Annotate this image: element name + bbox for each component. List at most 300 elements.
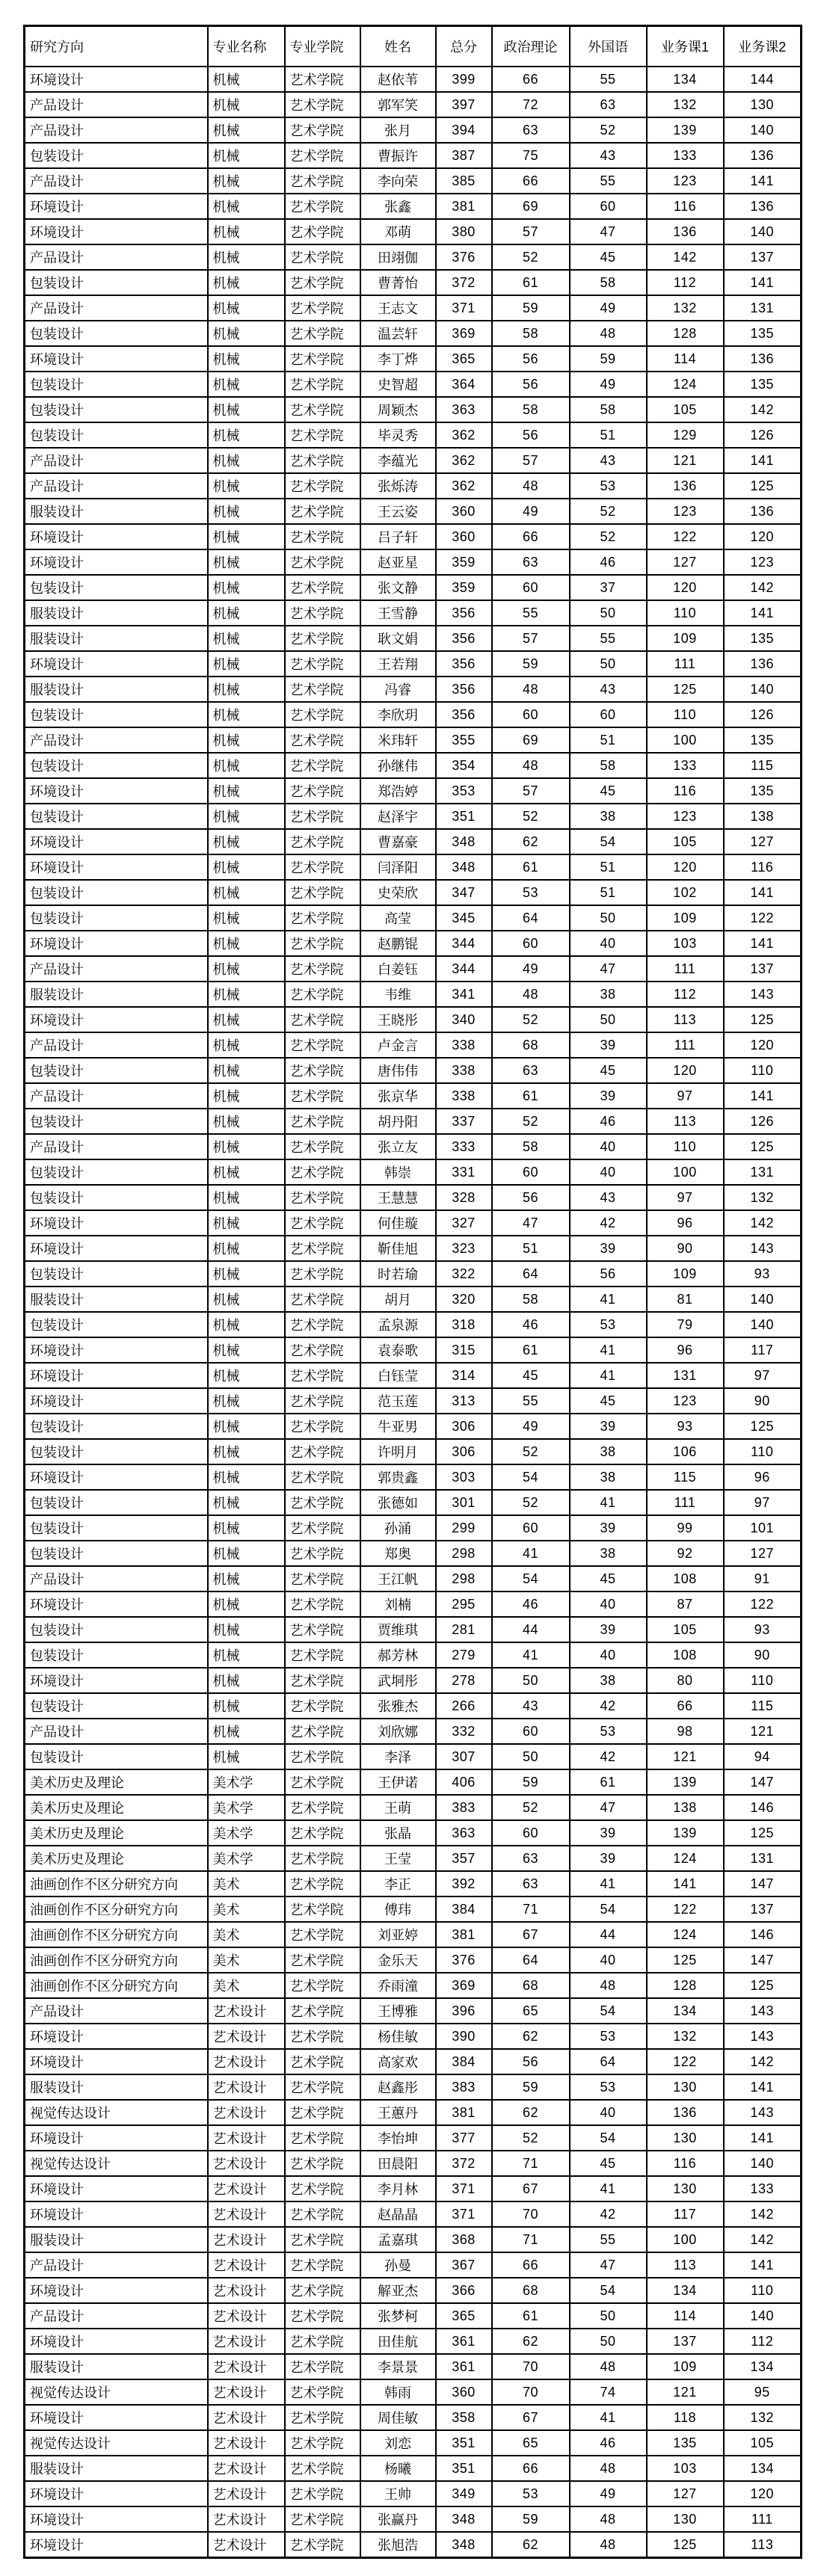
course1-score-cell: 111 [647,651,724,677]
major-name-cell: 艺术设计 [208,2379,285,2405]
course1-score-cell: 139 [647,117,724,143]
foreign-language-score-cell: 41 [570,2405,647,2430]
politics-theory-score-cell: 62 [492,2532,570,2558]
major-name-cell: 美术 [208,1947,285,1973]
course1-score-cell: 109 [647,905,724,931]
politics-theory-score-cell: 65 [492,1998,570,2024]
foreign-language-score-cell: 47 [570,1795,647,1820]
politics-theory-score-cell: 55 [492,1388,570,1414]
course2-score-cell: 143 [724,1998,802,2024]
header-total-score: 总分 [436,26,492,67]
total-score-cell: 397 [436,92,492,117]
name-cell: 解亚杰 [360,2278,436,2303]
college-cell: 艺术学院 [285,1337,360,1363]
major-name-cell: 机械 [208,1719,285,1744]
college-cell: 艺术学院 [285,1312,360,1337]
course2-score-cell: 90 [724,1388,802,1414]
college-cell: 艺术学院 [285,2151,360,2176]
course1-score-cell: 135 [647,2430,724,2456]
research-direction-cell: 美术历史及理论 [25,1769,208,1795]
course1-score-cell: 137 [647,2329,724,2354]
table-row [25,2201,802,2227]
research-direction-cell: 包装设计 [25,1744,208,1769]
college-cell: 艺术学院 [285,2303,360,2329]
politics-theory-score-cell: 52 [492,1439,570,1464]
total-score-cell: 383 [436,2074,492,2100]
research-direction-cell: 包装设计 [25,397,208,422]
total-score-cell: 377 [436,2125,492,2151]
course2-score-cell: 141 [724,1083,802,1109]
total-score-cell: 385 [436,168,492,194]
college-cell: 艺术学院 [285,194,360,219]
major-name-cell: 艺术设计 [208,2227,285,2252]
foreign-language-score-cell: 47 [570,2252,647,2278]
research-direction-cell: 美术历史及理论 [25,1795,208,1820]
college-cell: 艺术学院 [285,1490,360,1515]
research-direction-cell: 环境设计 [25,549,208,575]
research-direction-cell: 视觉传达设计 [25,2379,208,2405]
research-direction-cell: 包装设计 [25,372,208,397]
research-direction-cell: 服装设计 [25,626,208,651]
politics-theory-score-cell: 61 [492,854,570,880]
politics-theory-score-cell: 48 [492,753,570,778]
research-direction-cell: 包装设计 [25,143,208,168]
course1-score-cell: 100 [647,2227,724,2252]
politics-theory-score-cell: 66 [492,67,570,92]
table-row [25,2481,802,2506]
research-direction-cell: 服装设计 [25,2227,208,2252]
course2-score-cell: 135 [724,778,802,804]
table-row [25,321,802,346]
table-row [25,982,802,1007]
college-cell: 艺术学院 [285,905,360,931]
college-cell: 艺术学院 [285,397,360,422]
college-cell: 艺术学院 [285,575,360,600]
total-score-cell: 337 [436,1109,492,1134]
college-cell: 艺术学院 [285,2074,360,2100]
college-cell: 艺术学院 [285,1769,360,1795]
major-name-cell: 机械 [208,117,285,143]
course1-score-cell: 109 [647,2354,724,2379]
major-name-cell: 机械 [208,1668,285,1693]
total-score-cell: 390 [436,2024,492,2049]
major-name-cell: 艺术设计 [208,2303,285,2329]
course1-score-cell: 103 [647,2456,724,2481]
course1-score-cell: 123 [647,1388,724,1414]
name-cell: 赵鑫彤 [360,2074,436,2100]
course1-score-cell: 116 [647,2151,724,2176]
college-cell: 艺术学院 [285,92,360,117]
total-score-cell: 357 [436,1846,492,1871]
course1-score-cell: 102 [647,880,724,905]
table-row [25,2456,802,2481]
table-row [25,1490,802,1515]
politics-theory-score-cell: 61 [492,1337,570,1363]
college-cell: 艺术学院 [285,2227,360,2252]
course2-score-cell: 135 [724,372,802,397]
total-score-cell: 360 [436,499,492,524]
research-direction-cell: 环境设计 [25,2125,208,2151]
foreign-language-score-cell: 54 [570,829,647,854]
name-cell: 王云姿 [360,499,436,524]
course2-score-cell: 117 [724,1337,802,1363]
foreign-language-score-cell: 48 [570,2354,647,2379]
research-direction-cell: 产品设计 [25,1719,208,1744]
course1-score-cell: 133 [647,753,724,778]
course2-score-cell: 111 [724,2506,802,2532]
college-cell: 艺术学院 [285,1210,360,1236]
course2-score-cell: 140 [724,2303,802,2329]
course1-score-cell: 92 [647,1541,724,1566]
course2-score-cell: 141 [724,2125,802,2151]
course2-score-cell: 141 [724,168,802,194]
name-cell: 白姜钰 [360,956,436,982]
total-score-cell: 376 [436,244,492,270]
course1-score-cell: 80 [647,1668,724,1693]
politics-theory-score-cell: 52 [492,1795,570,1820]
major-name-cell: 机械 [208,702,285,727]
research-direction-cell: 包装设计 [25,1058,208,1083]
name-cell: 韦维 [360,982,436,1007]
course2-score-cell: 131 [724,1159,802,1185]
total-score-cell: 313 [436,1388,492,1414]
course1-score-cell: 129 [647,422,724,448]
table-row [25,2405,802,2430]
name-cell: 张鑫 [360,194,436,219]
college-cell: 艺术学院 [285,2278,360,2303]
table-row [25,117,802,143]
table-row [25,2329,802,2354]
major-name-cell: 机械 [208,1591,285,1617]
name-cell: 何佳璇 [360,1210,436,1236]
table-row [25,219,802,244]
major-name-cell: 机械 [208,1058,285,1083]
table-row [25,677,802,702]
total-score-cell: 351 [436,2456,492,2481]
table-row [25,1388,802,1414]
course2-score-cell: 125 [724,473,802,499]
name-cell: 刘楠 [360,1591,436,1617]
college-cell: 艺术学院 [285,2532,360,2558]
total-score-cell: 298 [436,1566,492,1591]
table-row [25,1515,802,1541]
course2-score-cell: 126 [724,702,802,727]
foreign-language-score-cell: 40 [570,1134,647,1159]
name-cell: 吕子轩 [360,524,436,549]
major-name-cell: 机械 [208,67,285,92]
course2-score-cell: 126 [724,1109,802,1134]
course1-score-cell: 113 [647,2252,724,2278]
course2-score-cell: 125 [724,1414,802,1439]
major-name-cell: 艺术设计 [208,2074,285,2100]
name-cell: 张京华 [360,1083,436,1109]
politics-theory-score-cell: 56 [492,422,570,448]
college-cell: 艺术学院 [285,2100,360,2125]
politics-theory-score-cell: 60 [492,702,570,727]
foreign-language-score-cell: 58 [570,397,647,422]
foreign-language-score-cell: 48 [570,2456,647,2481]
course1-score-cell: 110 [647,1134,724,1159]
total-score-cell: 372 [436,2151,492,2176]
course2-score-cell: 147 [724,1947,802,1973]
course2-score-cell: 112 [724,2329,802,2354]
name-cell: 韩崇 [360,1159,436,1185]
course2-score-cell: 115 [724,753,802,778]
foreign-language-score-cell: 40 [570,2100,647,2125]
politics-theory-score-cell: 71 [492,2227,570,2252]
foreign-language-score-cell: 48 [570,321,647,346]
course2-score-cell: 143 [724,2024,802,2049]
total-score-cell: 384 [436,1896,492,1922]
course2-score-cell: 135 [724,321,802,346]
foreign-language-score-cell: 45 [570,244,647,270]
college-cell: 艺术学院 [285,244,360,270]
major-name-cell: 机械 [208,473,285,499]
name-cell: 曹嘉豪 [360,829,436,854]
research-direction-cell: 包装设计 [25,321,208,346]
name-cell: 张梦柯 [360,2303,436,2329]
table-row [25,1109,802,1134]
politics-theory-score-cell: 60 [492,1159,570,1185]
course2-score-cell: 146 [724,1795,802,1820]
table-row [25,931,802,956]
name-cell: 张赢丹 [360,2506,436,2532]
politics-theory-score-cell: 48 [492,982,570,1007]
course1-score-cell: 111 [647,1490,724,1515]
course2-score-cell: 140 [724,219,802,244]
college-cell: 艺术学院 [285,804,360,829]
course2-score-cell: 137 [724,1896,802,1922]
total-score-cell: 351 [436,2430,492,2456]
course2-score-cell: 90 [724,1642,802,1668]
research-direction-cell: 环境设计 [25,1591,208,1617]
name-cell: 闫泽阳 [360,854,436,880]
foreign-language-score-cell: 38 [570,1464,647,1490]
name-cell: 袁泰歌 [360,1337,436,1363]
major-name-cell: 机械 [208,1515,285,1541]
total-score-cell: 278 [436,1668,492,1693]
name-cell: 赵晶晶 [360,2201,436,2227]
college-cell: 艺术学院 [285,2379,360,2405]
total-score-cell: 331 [436,1159,492,1185]
table-row [25,1871,802,1896]
course2-score-cell: 135 [724,727,802,753]
name-cell: 郭军笑 [360,92,436,117]
major-name-cell: 机械 [208,270,285,295]
research-direction-cell: 包装设计 [25,1261,208,1287]
course1-score-cell: 116 [647,778,724,804]
foreign-language-score-cell: 55 [570,67,647,92]
name-cell: 李正 [360,1871,436,1896]
research-direction-cell: 包装设计 [25,1312,208,1337]
name-cell: 张烁涛 [360,473,436,499]
table-row [25,2430,802,2456]
course1-score-cell: 125 [647,677,724,702]
research-direction-cell: 油画创作不区分研究方向 [25,1871,208,1896]
major-name-cell: 机械 [208,982,285,1007]
college-cell: 艺术学院 [285,168,360,194]
total-score-cell: 359 [436,575,492,600]
college-cell: 艺术学院 [285,1439,360,1464]
research-direction-cell: 产品设计 [25,117,208,143]
foreign-language-score-cell: 43 [570,677,647,702]
politics-theory-score-cell: 70 [492,2379,570,2405]
college-cell: 艺术学院 [285,1185,360,1210]
foreign-language-score-cell: 49 [570,2481,647,2506]
course2-score-cell: 132 [724,2405,802,2430]
politics-theory-score-cell: 59 [492,2074,570,2100]
name-cell: 王伊诺 [360,1769,436,1795]
major-name-cell: 艺术设计 [208,2456,285,2481]
major-name-cell: 艺术设计 [208,2481,285,2506]
foreign-language-score-cell: 40 [570,931,647,956]
college-cell: 艺术学院 [285,67,360,92]
major-name-cell: 艺术设计 [208,1998,285,2024]
major-name-cell: 机械 [208,524,285,549]
major-name-cell: 机械 [208,448,285,473]
table-row [25,1185,802,1210]
course1-score-cell: 130 [647,2074,724,2100]
college-cell: 艺术学院 [285,677,360,702]
politics-theory-score-cell: 61 [492,1083,570,1109]
name-cell: 李景景 [360,2354,436,2379]
major-name-cell: 美术 [208,1973,285,1998]
research-direction-cell: 环境设计 [25,931,208,956]
major-name-cell: 美术学 [208,1820,285,1846]
major-name-cell: 机械 [208,1566,285,1591]
table-row [25,651,802,677]
header-research-direction: 研究方向 [25,26,208,67]
name-cell: 曹菁怡 [360,270,436,295]
college-cell: 艺术学院 [285,1236,360,1261]
politics-theory-score-cell: 52 [492,1007,570,1032]
major-name-cell: 机械 [208,1007,285,1032]
politics-theory-score-cell: 68 [492,1032,570,1058]
foreign-language-score-cell: 53 [570,2024,647,2049]
results-table-body [25,67,802,2558]
course1-score-cell: 128 [647,321,724,346]
politics-theory-score-cell: 50 [492,1668,570,1693]
total-score-cell: 359 [436,549,492,575]
college-cell: 艺术学院 [285,753,360,778]
politics-theory-score-cell: 52 [492,244,570,270]
course1-score-cell: 93 [647,1414,724,1439]
college-cell: 艺术学院 [285,2506,360,2532]
foreign-language-score-cell: 49 [570,295,647,321]
college-cell: 艺术学院 [285,1058,360,1083]
course2-score-cell: 141 [724,448,802,473]
total-score-cell: 306 [436,1439,492,1464]
course2-score-cell: 137 [724,956,802,982]
politics-theory-score-cell: 68 [492,1973,570,1998]
name-cell: 田翊伽 [360,244,436,270]
course2-score-cell: 142 [724,1210,802,1236]
name-cell: 贾维琪 [360,1617,436,1642]
college-cell: 艺术学院 [285,1109,360,1134]
foreign-language-score-cell: 51 [570,854,647,880]
name-cell: 李泽 [360,1744,436,1769]
college-cell: 艺术学院 [285,2329,360,2354]
name-cell: 李欣玥 [360,702,436,727]
politics-theory-score-cell: 56 [492,1185,570,1210]
course2-score-cell: 141 [724,880,802,905]
course2-score-cell: 94 [724,1744,802,1769]
politics-theory-score-cell: 63 [492,549,570,575]
table-row [25,194,802,219]
course2-score-cell: 120 [724,524,802,549]
foreign-language-score-cell: 51 [570,727,647,753]
major-name-cell: 机械 [208,905,285,931]
course2-score-cell: 140 [724,2151,802,2176]
college-cell: 艺术学院 [285,2456,360,2481]
course1-score-cell: 133 [647,143,724,168]
course2-score-cell: 136 [724,143,802,168]
research-direction-cell: 环境设计 [25,524,208,549]
research-direction-cell: 环境设计 [25,2405,208,2430]
college-cell: 艺术学院 [285,1363,360,1388]
name-cell: 孙继伟 [360,753,436,778]
research-direction-cell: 包装设计 [25,1693,208,1719]
total-score-cell: 356 [436,626,492,651]
course1-score-cell: 100 [647,727,724,753]
name-cell: 张月 [360,117,436,143]
politics-theory-score-cell: 43 [492,1693,570,1719]
name-cell: 牛亚男 [360,1414,436,1439]
college-cell: 艺术学院 [285,2201,360,2227]
research-direction-cell: 环境设计 [25,2176,208,2201]
college-cell: 艺术学院 [285,473,360,499]
major-name-cell: 机械 [208,244,285,270]
table-row [25,1617,802,1642]
major-name-cell: 艺术设计 [208,2430,285,2456]
politics-theory-score-cell: 58 [492,1287,570,1312]
total-score-cell: 338 [436,1032,492,1058]
politics-theory-score-cell: 57 [492,219,570,244]
foreign-language-score-cell: 58 [570,753,647,778]
course1-score-cell: 124 [647,1922,724,1947]
foreign-language-score-cell: 48 [570,1973,647,1998]
total-score-cell: 307 [436,1744,492,1769]
table-row [25,2074,802,2100]
research-direction-cell: 环境设计 [25,854,208,880]
name-cell: 王雪静 [360,600,436,626]
name-cell: 周颖杰 [360,397,436,422]
course2-score-cell: 140 [724,1287,802,1312]
foreign-language-score-cell: 63 [570,92,647,117]
course2-score-cell: 93 [724,1617,802,1642]
course1-score-cell: 114 [647,2303,724,2329]
name-cell: 王江帆 [360,1566,436,1591]
college-cell: 艺术学院 [285,1083,360,1109]
research-direction-cell: 环境设计 [25,2049,208,2074]
course2-score-cell: 97 [724,1363,802,1388]
major-name-cell: 机械 [208,194,285,219]
major-name-cell: 机械 [208,1414,285,1439]
total-score-cell: 361 [436,2354,492,2379]
course1-score-cell: 136 [647,473,724,499]
table-row [25,1541,802,1566]
total-score-cell: 363 [436,1820,492,1846]
research-direction-cell: 环境设计 [25,1007,208,1032]
course1-score-cell: 110 [647,600,724,626]
foreign-language-score-cell: 38 [570,982,647,1007]
total-score-cell: 406 [436,1769,492,1795]
table-row [25,448,802,473]
course2-score-cell: 125 [724,1007,802,1032]
total-score-cell: 348 [436,829,492,854]
course1-score-cell: 120 [647,1058,724,1083]
table-row [25,1998,802,2024]
